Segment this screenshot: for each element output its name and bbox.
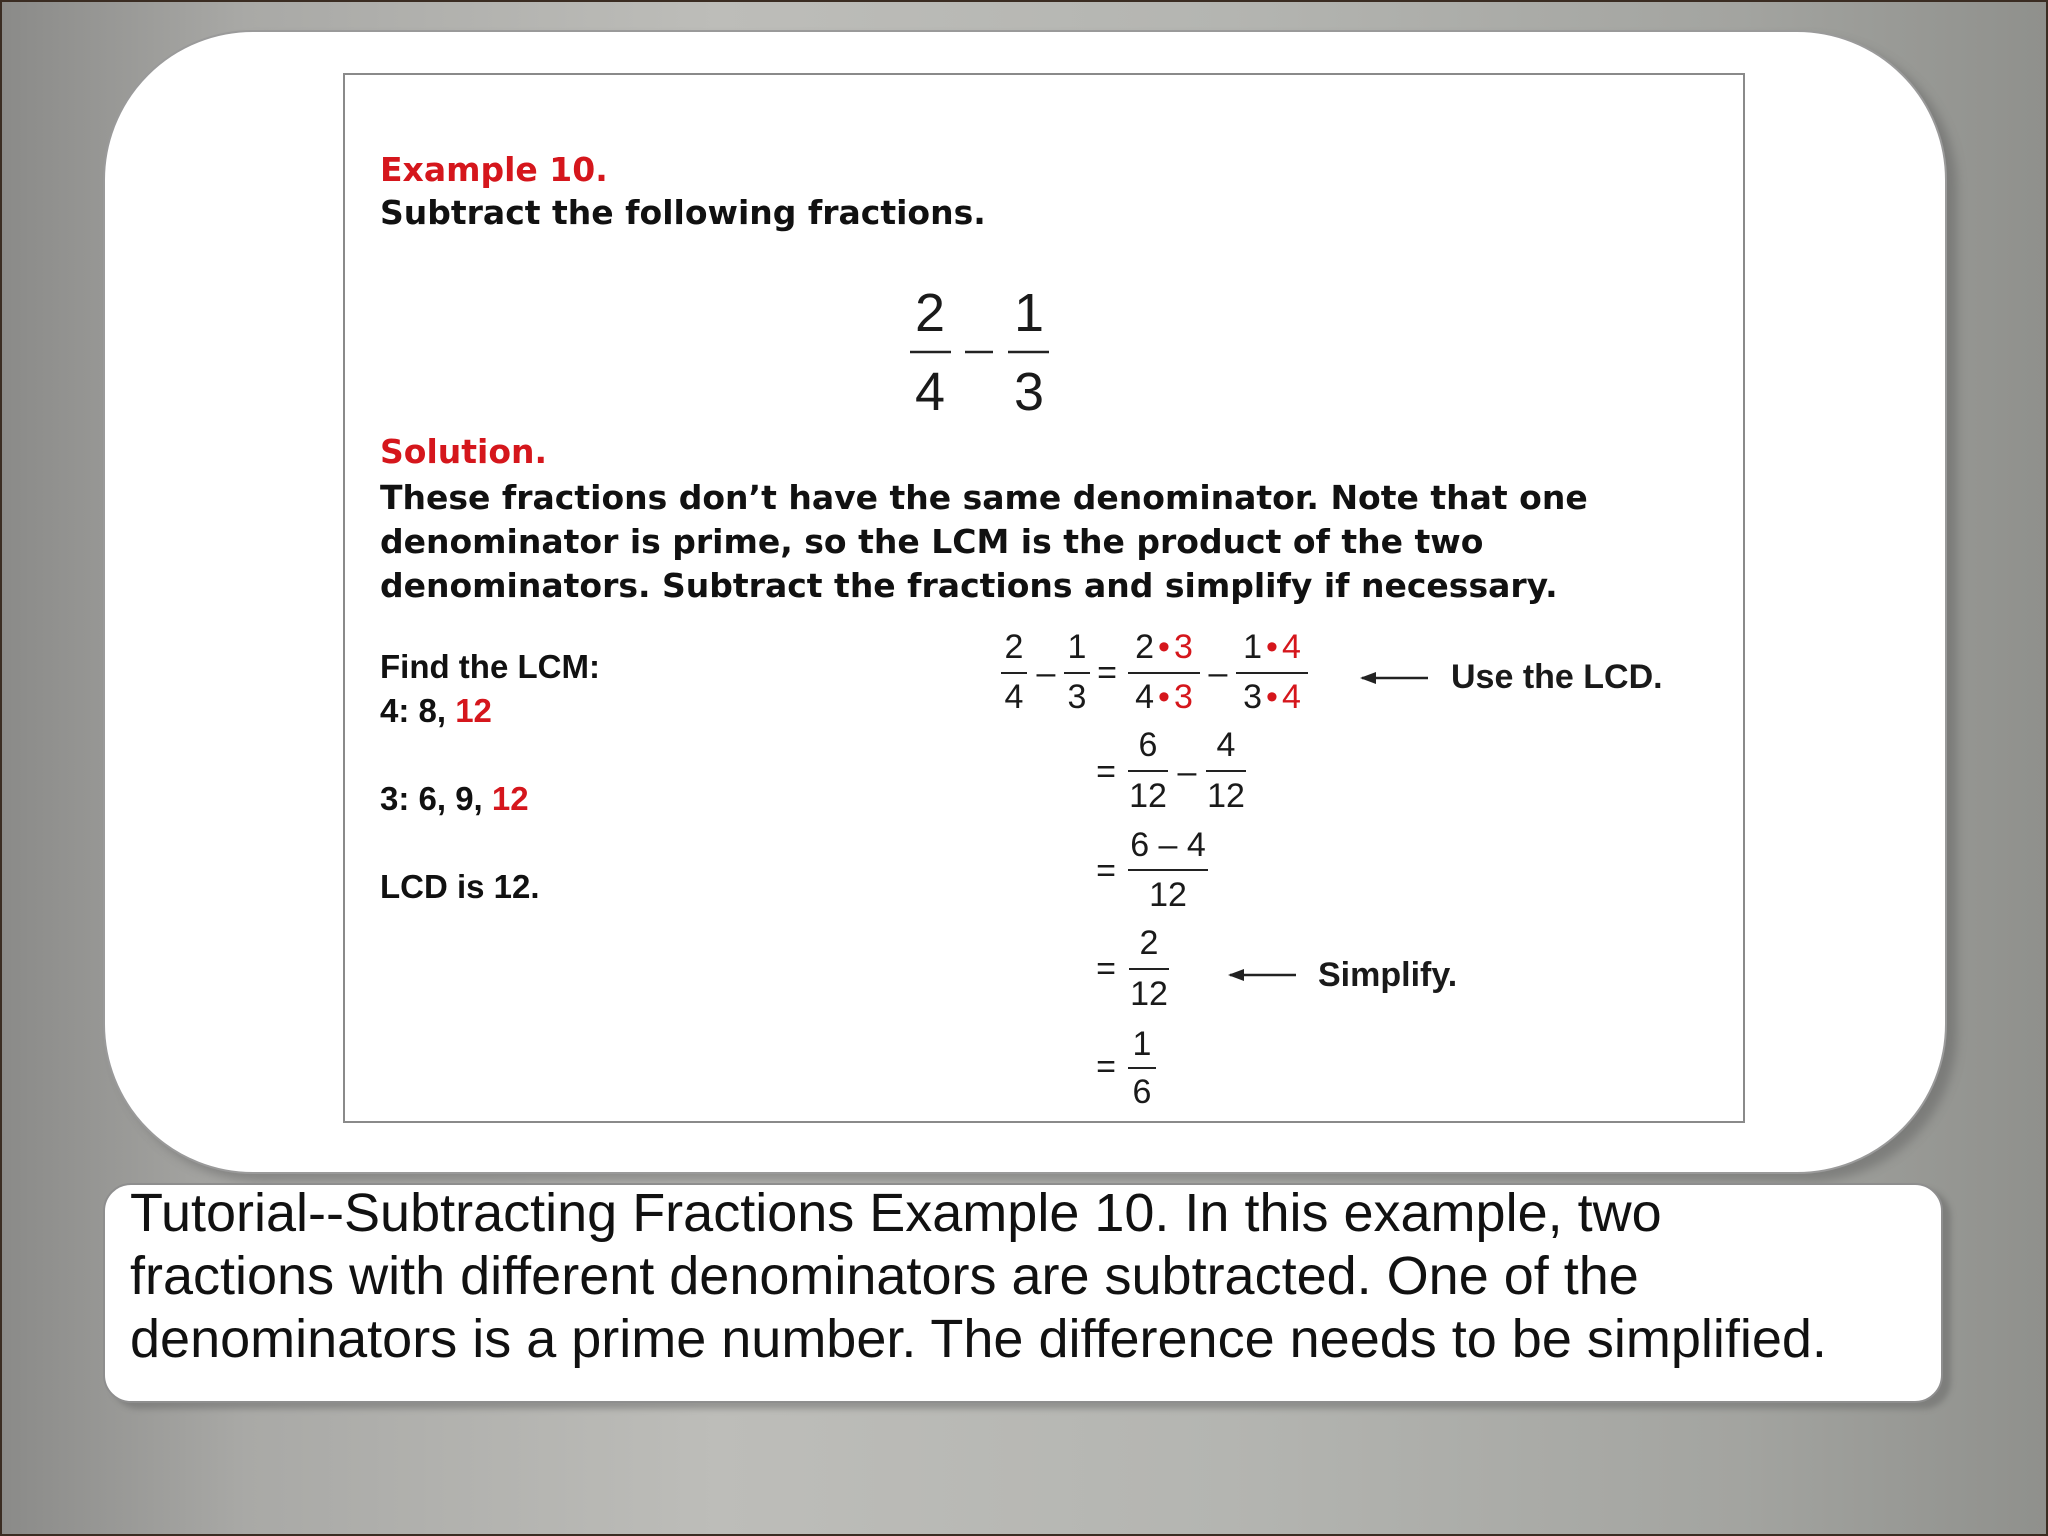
s5-denominator: 6	[1132, 1073, 1152, 1111]
note-use-lcd: Use the LCD.	[1451, 658, 1663, 696]
caption-line: denominators is a prime number. The difference needs to be simplified.	[130, 1309, 1827, 1369]
note-simplify: Simplify.	[1318, 956, 1458, 994]
s1-a-numerator: 2	[1004, 628, 1024, 666]
s1-d-numerator: 1 • 4	[1243, 628, 1301, 666]
problem-expression	[910, 283, 1049, 422]
minus-sign: –	[1208, 654, 1228, 692]
problem-fraction-b-numerator: 1	[1013, 283, 1045, 343]
equals-sign: =	[1096, 852, 1116, 890]
problem-fraction-b-denominator: 3	[1013, 362, 1045, 422]
lcm-multiples-3: 3: 6, 9,	[380, 780, 492, 817]
s2-b-denominator: 12	[1207, 777, 1245, 815]
arrow-left-icon	[1360, 672, 1376, 684]
s4-numerator: 2	[1139, 924, 1159, 962]
example-title: Example 10.	[380, 150, 608, 189]
s2-a-numerator: 6	[1138, 726, 1158, 764]
lcm-common-value: 12	[491, 780, 529, 817]
example-instruction: Subtract the following fractions.	[380, 193, 986, 232]
minus-sign: –	[1036, 654, 1056, 692]
solution-paragraph	[380, 476, 1710, 608]
s1-c-denominator: 4 • 3	[1135, 678, 1193, 716]
s2-b-numerator: 4	[1216, 726, 1236, 764]
lcm-row-3	[380, 780, 529, 818]
equals-sign: =	[1096, 753, 1116, 791]
lcm-heading: Find the LCM:	[380, 648, 600, 685]
step-5	[1096, 1025, 1156, 1111]
caption-text	[130, 1182, 1930, 1371]
s1-c-numerator: 2 • 3	[1135, 628, 1193, 666]
step-1	[1001, 628, 1663, 716]
lcm-multiples-4: 4: 8,	[380, 692, 456, 729]
problem-fraction-a-numerator: 2	[914, 283, 946, 343]
lcm-row-4	[380, 692, 492, 730]
s1-d-denominator: 3 • 4	[1243, 678, 1301, 716]
s1-b-denominator: 3	[1067, 678, 1087, 716]
s4-denominator: 12	[1130, 975, 1168, 1013]
caption-line: Tutorial--Subtracting Fractions Example 10. In this example, two	[130, 1183, 1662, 1243]
step-2	[1096, 726, 1246, 815]
equals-sign: =	[1096, 1048, 1116, 1086]
solution-line: denominators. Subtract the fractions and simplify if necessary.	[380, 566, 1558, 605]
solution-line: These fractions don’t have the same denominator. Note that one	[380, 478, 1588, 517]
lcd-result: LCD is 12.	[380, 868, 540, 905]
s3-denominator: 12	[1149, 876, 1187, 914]
lcm-common-value: 12	[455, 692, 492, 729]
solution-line: denominator is prime, so the LCM is the product of the two	[380, 522, 1484, 561]
s1-a-denominator: 4	[1004, 678, 1024, 716]
step-3	[1096, 826, 1208, 914]
problem-fraction-a-denominator: 4	[914, 362, 946, 422]
equals-sign: =	[1096, 950, 1116, 988]
step-4	[1096, 924, 1457, 1013]
s5-numerator: 1	[1132, 1025, 1152, 1063]
equals-sign: =	[1097, 654, 1117, 692]
s3-numerator: 6 – 4	[1130, 826, 1206, 864]
s1-b-numerator: 1	[1067, 628, 1087, 666]
solution-title: Solution.	[380, 432, 548, 471]
s2-a-denominator: 12	[1129, 777, 1167, 815]
arrow-left-icon	[1228, 969, 1244, 981]
minus-sign: –	[1177, 753, 1197, 791]
caption-line: fractions with different denominators are subtracted. One of the	[130, 1246, 1639, 1306]
